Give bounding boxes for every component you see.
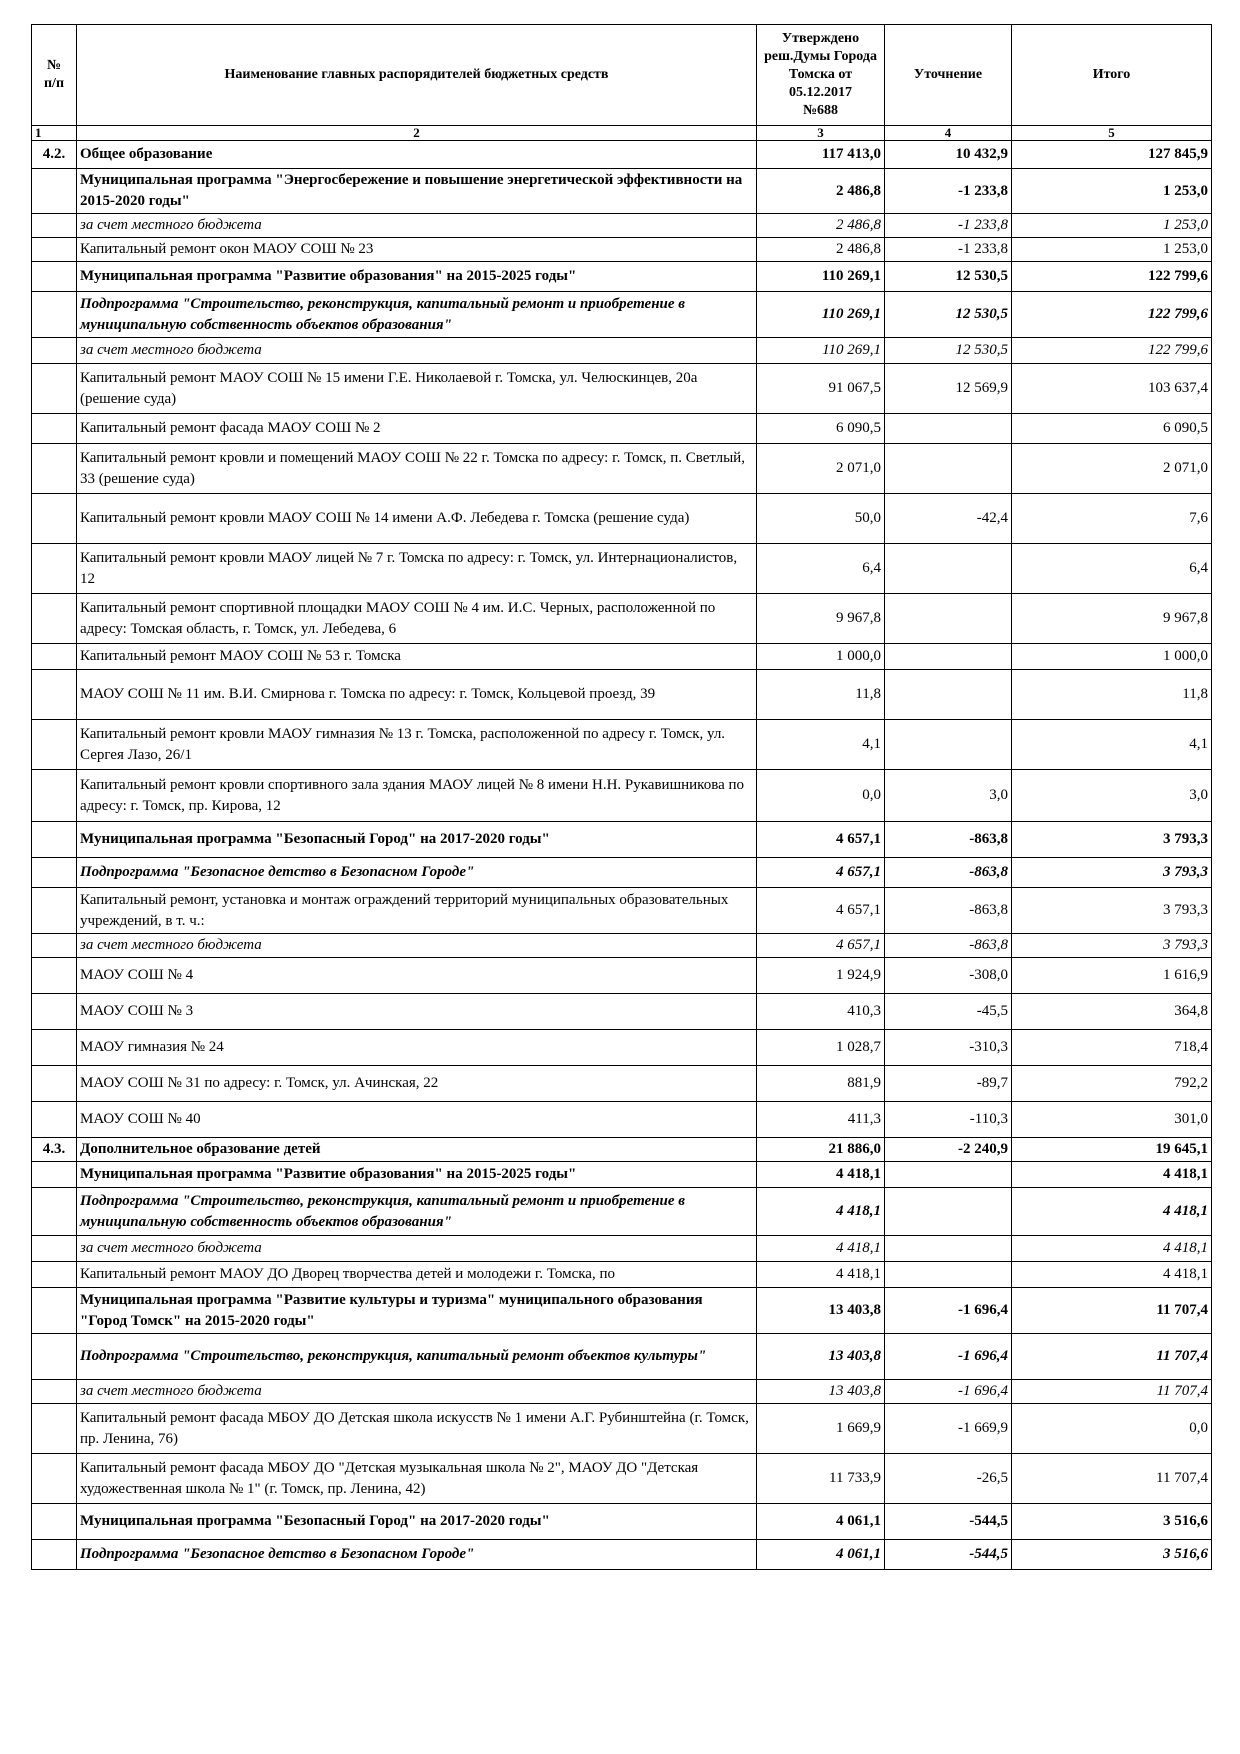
row-approved-value: 2 486,8 (757, 238, 885, 262)
header-approved: Утверждено реш.Думы Города Томска от 05.12.2017 №688 (757, 25, 885, 126)
row-number (32, 888, 77, 934)
table-row (32, 494, 1212, 544)
table-row (32, 1162, 1212, 1188)
row-name: Капитальный ремонт кровли МАОУ СОШ № 14 имени А.Ф. Лебедева г. Томска (решение суда) (77, 494, 757, 544)
row-name: Капитальный ремонт МАОУ СОШ № 53 г. Томска (77, 644, 757, 670)
row-approved-value: 410,3 (757, 994, 885, 1030)
row-adjustment-value: -310,3 (885, 1030, 1012, 1066)
row-name: Капитальный ремонт кровли спортивного зала здания МАОУ лицей № 8 имени Н.Н. Рукавишникова по адресу: г. Томск, пр. Кирова, 12 (77, 770, 757, 822)
row-approved-value: 110 269,1 (757, 338, 885, 364)
row-total-value: 122 799,6 (1012, 292, 1212, 338)
table-row (32, 1030, 1212, 1066)
row-total-value: 1 616,9 (1012, 958, 1212, 994)
row-name: МАОУ СОШ № 3 (77, 994, 757, 1030)
row-total-value: 3 793,3 (1012, 888, 1212, 934)
row-number (32, 364, 77, 414)
row-adjustment-value: -26,5 (885, 1454, 1012, 1504)
row-total-value: 122 799,6 (1012, 262, 1212, 292)
row-total-value: 11 707,4 (1012, 1380, 1212, 1404)
row-number (32, 1262, 77, 1288)
row-approved-value: 0,0 (757, 770, 885, 822)
row-number (32, 1404, 77, 1454)
row-adjustment-value: -2 240,9 (885, 1138, 1012, 1162)
row-number (32, 670, 77, 720)
row-name: Капитальный ремонт окон МАОУ СОШ № 23 (77, 238, 757, 262)
row-approved-value: 2 071,0 (757, 444, 885, 494)
row-approved-value: 4 061,1 (757, 1504, 885, 1540)
row-name: МАОУ СОШ № 31 по адресу: г. Томск, ул. Ачинская, 22 (77, 1066, 757, 1102)
row-approved-value: 4 418,1 (757, 1188, 885, 1236)
row-name: МАОУ СОШ № 40 (77, 1102, 757, 1138)
row-adjustment-value: -1 669,9 (885, 1404, 1012, 1454)
row-adjustment-value (885, 1262, 1012, 1288)
row-name: Капитальный ремонт кровли МАОУ лицей № 7 г. Томска по адресу: г. Томск, ул. Интернационалистов, 12 (77, 544, 757, 594)
row-name: Муниципальная программа "Безопасный Город" на 2017-2020 годы" (77, 822, 757, 858)
row-total-value: 792,2 (1012, 1066, 1212, 1102)
table-row (32, 141, 1212, 169)
row-approved-value: 2 486,8 (757, 214, 885, 238)
table-row (32, 822, 1212, 858)
row-total-value: 4 418,1 (1012, 1188, 1212, 1236)
table-row (32, 1540, 1212, 1570)
row-approved-value: 1 924,9 (757, 958, 885, 994)
row-number (32, 262, 77, 292)
row-total-value: 3 516,6 (1012, 1504, 1212, 1540)
row-number (32, 414, 77, 444)
row-adjustment-value: -863,8 (885, 888, 1012, 934)
row-adjustment-value: -1 233,8 (885, 238, 1012, 262)
row-total-value: 301,0 (1012, 1102, 1212, 1138)
row-total-value: 103 637,4 (1012, 364, 1212, 414)
row-approved-value: 2 486,8 (757, 169, 885, 214)
table-row (32, 1334, 1212, 1380)
row-total-value: 2 071,0 (1012, 444, 1212, 494)
row-name: за счет местного бюджета (77, 1236, 757, 1262)
table-row (32, 1380, 1212, 1404)
row-total-value: 11 707,4 (1012, 1288, 1212, 1334)
row-adjustment-value (885, 670, 1012, 720)
row-total-value: 9 967,8 (1012, 594, 1212, 644)
row-adjustment-value (885, 444, 1012, 494)
row-name: Капитальный ремонт фасада МБОУ ДО Детская школа искусств № 1 имени А.Г. Рубинштейна (г. Томск, пр. Ленина, 76) (77, 1404, 757, 1454)
row-total-value: 3 793,3 (1012, 822, 1212, 858)
row-approved-value: 411,3 (757, 1102, 885, 1138)
row-number (32, 444, 77, 494)
header-name: Наименование главных распорядителей бюджетных средств (77, 25, 757, 126)
row-total-value: 19 645,1 (1012, 1138, 1212, 1162)
table-row (32, 670, 1212, 720)
row-total-value: 1 000,0 (1012, 644, 1212, 670)
row-approved-value: 881,9 (757, 1066, 885, 1102)
row-approved-value: 13 403,8 (757, 1334, 885, 1380)
row-number (32, 934, 77, 958)
row-number (32, 1030, 77, 1066)
row-total-value: 122 799,6 (1012, 338, 1212, 364)
table-row (32, 1066, 1212, 1102)
row-total-value: 4 418,1 (1012, 1262, 1212, 1288)
row-total-value: 1 253,0 (1012, 169, 1212, 214)
row-name: Подпрограмма "Строительство, реконструкция, капитальный ремонт и приобретение в муниципальную собственность объектов образования" (77, 1188, 757, 1236)
row-total-value: 3 793,3 (1012, 934, 1212, 958)
table-row (32, 994, 1212, 1030)
row-adjustment-value: -42,4 (885, 494, 1012, 544)
row-approved-value: 6,4 (757, 544, 885, 594)
row-approved-value: 13 403,8 (757, 1288, 885, 1334)
row-adjustment-value: 12 569,9 (885, 364, 1012, 414)
table-row (32, 644, 1212, 670)
row-number (32, 1102, 77, 1138)
table-row (32, 364, 1212, 414)
row-approved-value: 11,8 (757, 670, 885, 720)
row-name: за счет местного бюджета (77, 338, 757, 364)
row-total-value: 4 418,1 (1012, 1236, 1212, 1262)
row-name: Муниципальная программа "Развитие образования" на 2015-2025 годы" (77, 262, 757, 292)
row-approved-value: 13 403,8 (757, 1380, 885, 1404)
header-row (32, 25, 1212, 126)
row-total-value: 11 707,4 (1012, 1334, 1212, 1380)
row-adjustment-value: -1 696,4 (885, 1334, 1012, 1380)
row-name: Муниципальная программа "Энергосбережение и повышение энергетической эффективности на 2015-2020 годы" (77, 169, 757, 214)
row-number (32, 1162, 77, 1188)
row-number (32, 1334, 77, 1380)
row-approved-value: 9 967,8 (757, 594, 885, 644)
row-approved-value: 4 418,1 (757, 1236, 885, 1262)
row-approved-value: 6 090,5 (757, 414, 885, 444)
row-approved-value: 91 067,5 (757, 364, 885, 414)
row-adjustment-value: -308,0 (885, 958, 1012, 994)
row-number (32, 1540, 77, 1570)
row-total-value: 718,4 (1012, 1030, 1212, 1066)
row-total-value: 4,1 (1012, 720, 1212, 770)
row-name: Общее образование (77, 141, 757, 169)
row-adjustment-value (885, 1236, 1012, 1262)
row-adjustment-value (885, 1162, 1012, 1188)
column-number: 1 (32, 126, 77, 141)
row-adjustment-value: -544,5 (885, 1540, 1012, 1570)
row-name: МАОУ гимназия № 24 (77, 1030, 757, 1066)
row-number (32, 494, 77, 544)
table-row (32, 1138, 1212, 1162)
row-total-value: 11 707,4 (1012, 1454, 1212, 1504)
row-approved-value: 110 269,1 (757, 262, 885, 292)
row-number (32, 644, 77, 670)
table-row (32, 1188, 1212, 1236)
row-total-value: 11,8 (1012, 670, 1212, 720)
table-row (32, 414, 1212, 444)
row-number (32, 338, 77, 364)
row-total-value: 1 253,0 (1012, 214, 1212, 238)
row-adjustment-value: -110,3 (885, 1102, 1012, 1138)
table-row (32, 338, 1212, 364)
row-adjustment-value (885, 644, 1012, 670)
row-total-value: 7,6 (1012, 494, 1212, 544)
budget-table (31, 24, 1212, 1570)
row-approved-value: 4 418,1 (757, 1262, 885, 1288)
row-number (32, 720, 77, 770)
row-number (32, 1188, 77, 1236)
row-adjustment-value (885, 720, 1012, 770)
row-number (32, 544, 77, 594)
row-adjustment-value: -863,8 (885, 822, 1012, 858)
row-adjustment-value: -1 696,4 (885, 1380, 1012, 1404)
table-row (32, 1236, 1212, 1262)
row-adjustment-value: -1 696,4 (885, 1288, 1012, 1334)
row-adjustment-value: 12 530,5 (885, 292, 1012, 338)
row-name: Муниципальная программа "Безопасный Город" на 2017-2020 годы" (77, 1504, 757, 1540)
row-number (32, 1236, 77, 1262)
row-adjustment-value: -1 233,8 (885, 214, 1012, 238)
row-name: Капитальный ремонт фасада МБОУ ДО "Детская музыкальная школа № 2", МАОУ ДО "Детская художественная школа № 1" (г. Томск, пр. Ленина, 42) (77, 1454, 757, 1504)
row-name: Капитальный ремонт спортивной площадки МАОУ СОШ № 4 им. И.С. Черных, расположенной по адресу: Томская область, г. Томск, ул. Лебедева, 6 (77, 594, 757, 644)
row-name: Подпрограмма "Безопасное детство в Безопасном Городе" (77, 1540, 757, 1570)
row-name: за счет местного бюджета (77, 934, 757, 958)
row-number (32, 1380, 77, 1404)
row-number (32, 994, 77, 1030)
row-total-value: 3 793,3 (1012, 858, 1212, 888)
row-approved-value: 1 669,9 (757, 1404, 885, 1454)
row-name: Дополнительное образование детей (77, 1138, 757, 1162)
row-total-value: 1 253,0 (1012, 238, 1212, 262)
row-approved-value: 21 886,0 (757, 1138, 885, 1162)
row-name: Муниципальная программа "Развитие образования" на 2015-2025 годы" (77, 1162, 757, 1188)
row-total-value: 6 090,5 (1012, 414, 1212, 444)
row-number (32, 770, 77, 822)
row-approved-value: 1 000,0 (757, 644, 885, 670)
column-number-row (32, 126, 1212, 141)
row-adjustment-value: 10 432,9 (885, 141, 1012, 169)
column-number: 4 (885, 126, 1012, 141)
row-adjustment-value: -1 233,8 (885, 169, 1012, 214)
row-adjustment-value (885, 544, 1012, 594)
table-row (32, 1404, 1212, 1454)
row-total-value: 3,0 (1012, 770, 1212, 822)
row-number (32, 214, 77, 238)
table-row (32, 1288, 1212, 1334)
row-number (32, 822, 77, 858)
row-number (32, 858, 77, 888)
row-approved-value: 4 061,1 (757, 1540, 885, 1570)
row-approved-value: 110 269,1 (757, 292, 885, 338)
table-row (32, 1262, 1212, 1288)
row-number (32, 958, 77, 994)
row-name: Капитальный ремонт кровли МАОУ гимназия № 13 г. Томска, расположенной по адресу г. Томск, ул. Сергея Лазо, 26/1 (77, 720, 757, 770)
table-row (32, 858, 1212, 888)
table-row (32, 238, 1212, 262)
row-adjustment-value (885, 1188, 1012, 1236)
row-approved-value: 4 657,1 (757, 822, 885, 858)
row-number (32, 1504, 77, 1540)
table-row (32, 1454, 1212, 1504)
row-approved-value: 1 028,7 (757, 1030, 885, 1066)
column-number: 3 (757, 126, 885, 141)
header-number: № п/п (32, 25, 77, 126)
row-total-value: 127 845,9 (1012, 141, 1212, 169)
row-adjustment-value: -863,8 (885, 858, 1012, 888)
table-row (32, 888, 1212, 934)
row-adjustment-value: 12 530,5 (885, 338, 1012, 364)
row-name: Подпрограмма "Безопасное детство в Безопасном Городе" (77, 858, 757, 888)
table-row (32, 214, 1212, 238)
row-approved-value: 50,0 (757, 494, 885, 544)
row-number (32, 169, 77, 214)
column-number: 5 (1012, 126, 1212, 141)
row-adjustment-value: -544,5 (885, 1504, 1012, 1540)
table-row (32, 444, 1212, 494)
row-number: 4.2. (32, 141, 77, 169)
table-row (32, 958, 1212, 994)
row-adjustment-value (885, 414, 1012, 444)
header-adjustment: Уточнение (885, 25, 1012, 126)
table-row (32, 544, 1212, 594)
row-approved-value: 4 657,1 (757, 858, 885, 888)
table-body (32, 141, 1212, 1570)
row-total-value: 3 516,6 (1012, 1540, 1212, 1570)
row-total-value: 364,8 (1012, 994, 1212, 1030)
row-approved-value: 4 657,1 (757, 934, 885, 958)
row-name: за счет местного бюджета (77, 214, 757, 238)
row-approved-value: 4,1 (757, 720, 885, 770)
row-name: Подпрограмма "Строительство, реконструкция, капитальный ремонт объектов культуры" (77, 1334, 757, 1380)
row-number (32, 238, 77, 262)
row-adjustment-value: -863,8 (885, 934, 1012, 958)
row-name: Капитальный ремонт МАОУ СОШ № 15 имени Г.Е. Николаевой г. Томска, ул. Челюскинцев, 20а (решение суда) (77, 364, 757, 414)
row-adjustment-value: 12 530,5 (885, 262, 1012, 292)
row-name: Капитальный ремонт МАОУ ДО Дворец творчества детей и молодежи г. Томска, по (77, 1262, 757, 1288)
row-adjustment-value: 3,0 (885, 770, 1012, 822)
column-number: 2 (77, 126, 757, 141)
header-total: Итого (1012, 25, 1212, 126)
row-number (32, 292, 77, 338)
table-row (32, 594, 1212, 644)
row-approved-value: 11 733,9 (757, 1454, 885, 1504)
row-name: за счет местного бюджета (77, 1380, 757, 1404)
row-number (32, 594, 77, 644)
row-name: МАОУ СОШ № 11 им. В.И. Смирнова г. Томска по адресу: г. Томск, Кольцевой проезд, 39 (77, 670, 757, 720)
row-name: Капитальный ремонт кровли и помещений МАОУ СОШ № 22 г. Томска по адресу: г. Томск, п. Светлый, 33 (решение суда) (77, 444, 757, 494)
row-adjustment-value: -45,5 (885, 994, 1012, 1030)
row-adjustment-value: -89,7 (885, 1066, 1012, 1102)
table-row (32, 934, 1212, 958)
row-adjustment-value (885, 594, 1012, 644)
row-approved-value: 117 413,0 (757, 141, 885, 169)
row-name: Подпрограмма "Строительство, реконструкция, капитальный ремонт и приобретение в муниципальную собственность объектов образования" (77, 292, 757, 338)
row-approved-value: 4 657,1 (757, 888, 885, 934)
row-number (32, 1288, 77, 1334)
row-name: Капитальный ремонт фасада МАОУ СОШ № 2 (77, 414, 757, 444)
table-row (32, 169, 1212, 214)
table-row (32, 1102, 1212, 1138)
row-name: Капитальный ремонт, установка и монтаж ограждений территорий муниципальных образовательных учреждений, в т. ч.: (77, 888, 757, 934)
row-number (32, 1066, 77, 1102)
table-row (32, 292, 1212, 338)
row-total-value: 6,4 (1012, 544, 1212, 594)
table-row (32, 770, 1212, 822)
row-number (32, 1454, 77, 1504)
table-row (32, 262, 1212, 292)
row-number: 4.3. (32, 1138, 77, 1162)
row-approved-value: 4 418,1 (757, 1162, 885, 1188)
row-total-value: 4 418,1 (1012, 1162, 1212, 1188)
table-row (32, 720, 1212, 770)
row-total-value: 0,0 (1012, 1404, 1212, 1454)
table-row (32, 1504, 1212, 1540)
row-name: МАОУ СОШ № 4 (77, 958, 757, 994)
row-name: Муниципальная программа "Развитие культуры и туризма" муниципального образования "Город Томск" на 2015-2020 годы" (77, 1288, 757, 1334)
